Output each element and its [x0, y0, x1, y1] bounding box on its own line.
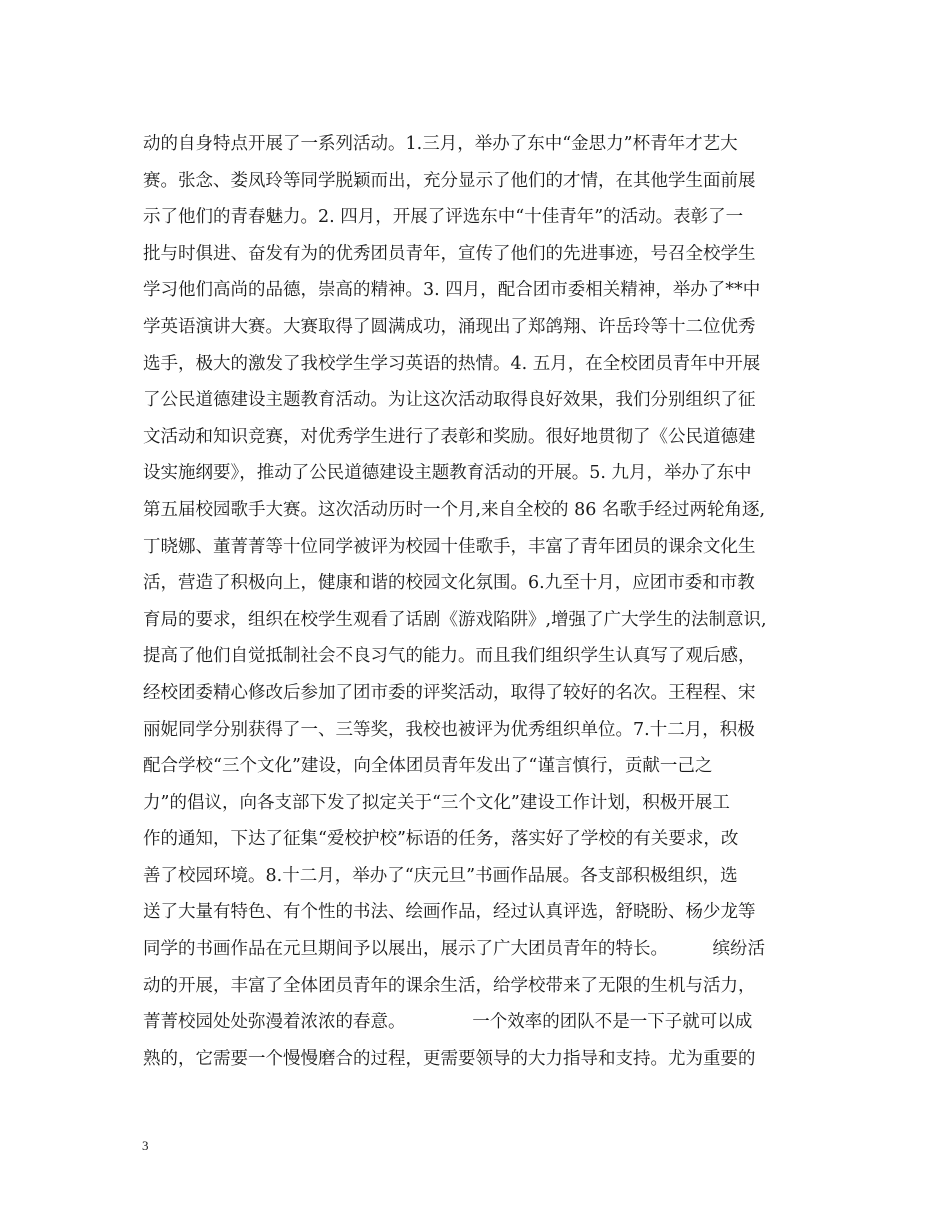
body-text	[143, 126, 818, 1077]
text-line: 动的自身特点开展了一系列活动。1.三月，举办了东中“金思力”杯青年才艺大	[143, 134, 738, 154]
text-line: 熟的，它需要一个慢慢磨合的过程，更需要领导的大力指导和支持。尤为重要的	[143, 1048, 756, 1069]
text-line: 配合学校“三个文化”建设，向全体团员青年发出了“谨言慎行，贡献一己之	[143, 756, 713, 777]
text-line: 丽妮同学分别获得了一、三等奖，我校也被评为优秀组织单位。7.十二月，积极	[143, 719, 755, 740]
text-line: 学习他们高尚的品德，崇高的精神。3. 四月，配合团市委相关精神，举办了**中	[143, 280, 761, 301]
page-number: 3	[142, 1138, 149, 1153]
text-line: 设实施纲要》，推动了公民道德建设主题教育活动的开展。5. 九月，举办了东中	[143, 463, 752, 484]
text-line: 力”的倡议，向各支部下发了拟定关于“三个文化”建设工作计划，积极开展工	[143, 792, 730, 813]
text-line: 提高了他们自觉抵制社会不良习气的能力。而且我们组织学生认真写了观后感，	[143, 646, 756, 667]
text-line: 送了大量有特色、有个性的书法、绘画作品，经过认真评选，舒晓盼、杨少龙等	[143, 902, 756, 923]
text-line: 菁菁校园处处弥漫着浓浓的春意。 一个效率的团队不是一下子就可以成	[143, 1012, 753, 1033]
text-line: 赛。张念、娄凤玲等同学脱颖而出，充分显示了他们的才情，在其他学生面前展	[143, 170, 756, 191]
text-line: 活，营造了积极向上，健康和谐的校园文化氛围。6.九至十月，应团市委和市教	[143, 573, 755, 594]
text-line: 示了他们的青春魅力。2. 四月，开展了评选东中“十佳青年”的活动。表彰了一	[143, 207, 744, 228]
text-line: 经校团委精心修改后参加了团市委的评奖活动，取得了较好的名次。王程程、宋	[143, 682, 756, 703]
text-line: 文活动和知识竞赛，对优秀学生进行了表彰和奖励。很好地贯彻了《公民道德建	[143, 426, 756, 447]
text-line: 了公民道德建设主题教育活动。为让这次活动取得良好效果，我们分别组织了征	[143, 390, 756, 411]
text-line: 第五届校园歌手大赛。这次活动历时一个月,来自全校的 86 名歌手经过两轮角逐,	[143, 499, 766, 520]
text-line: 批与时俱进、奋发有为的优秀团员青年，宣传了他们的先进事迹，号召全校学生	[143, 243, 756, 264]
text-line: 动的开展，丰富了全体团员青年的课余生活，给学校带来了无限的生机与活力，	[143, 975, 756, 996]
text-line: 同学的书画作品在元旦期间予以展出，展示了广大团员青年的特长。 缤纷活	[143, 939, 765, 960]
text-line: 育局的要求，组织在校学生观看了话剧《游戏陷阱》,增强了广大学生的法制意识,	[143, 609, 767, 630]
text-line: 善了校园环境。8.十二月，举办了“庆元旦”书画作品展。各支部积极组织，选	[143, 865, 738, 886]
text-line: 选手，极大的激发了我校学生学习英语的热情。4. 五月，在全校团员青年中开展	[143, 353, 761, 374]
text-line: 学英语演讲大赛。大赛取得了圆满成功，涌现出了郑鸽翔、许岳玲等十二位优秀	[143, 316, 756, 337]
text-line: 丁晓娜、董菁菁等十位同学被评为校园十佳歌手，丰富了青年团员的课余文化生	[143, 536, 756, 557]
text-line: 作的通知，下达了征集“爱校护校”标语的任务，落实好了学校的有关要求，改	[143, 829, 739, 850]
